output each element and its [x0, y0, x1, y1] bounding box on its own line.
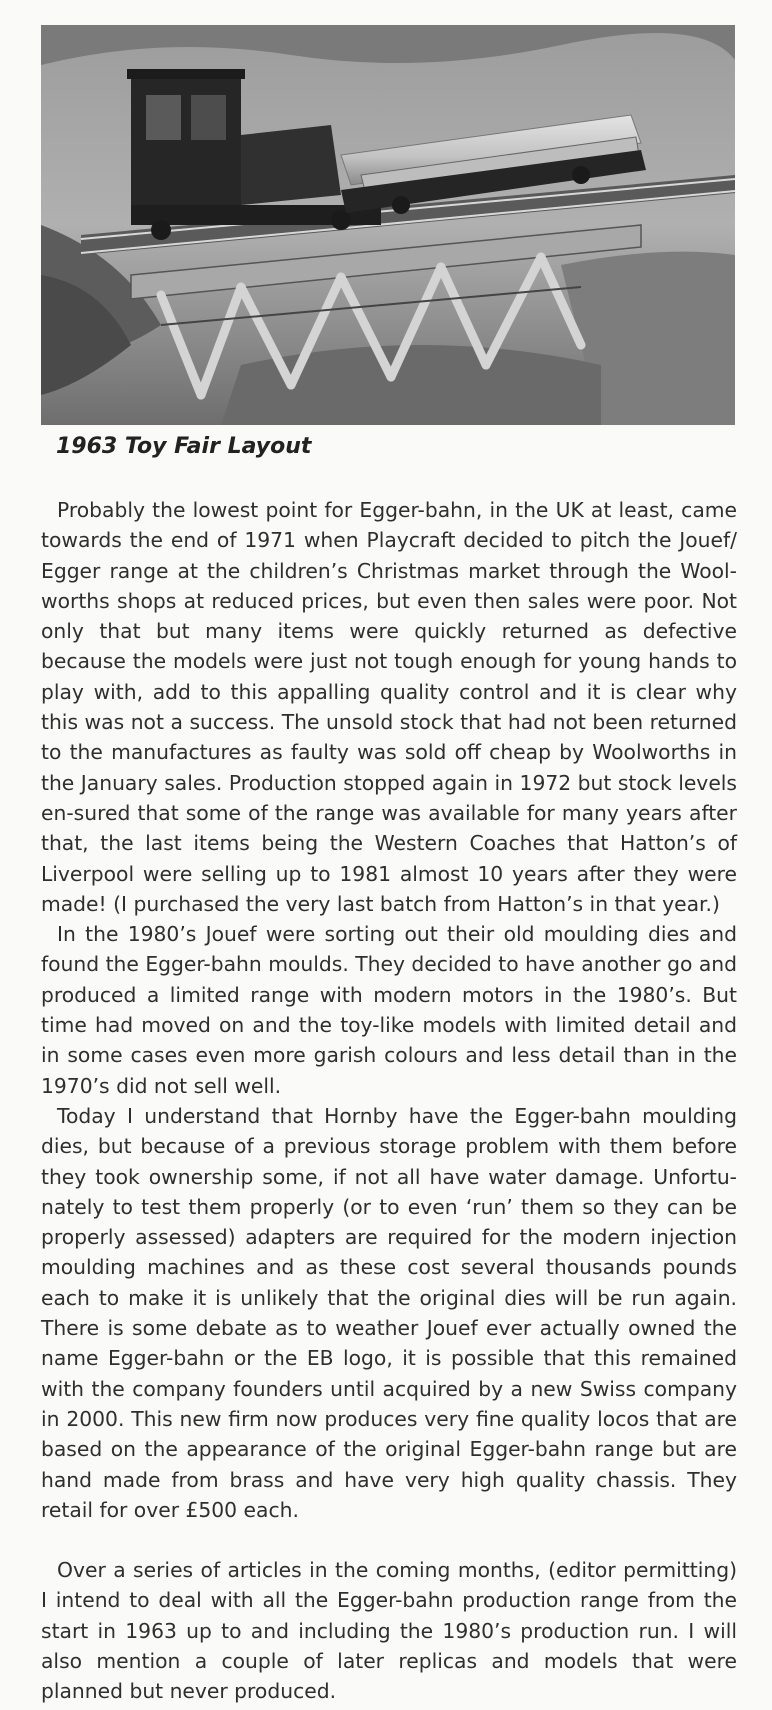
photo-illustration	[41, 25, 735, 425]
article-body	[41, 495, 737, 1707]
article-paragraph: Probably the lowest point for Egger-bahn, in the UK at least, came towards the end of 1971 when Playcraft decided to pitch the Jouef/ Egger range at the children’s Christmas market through the Wool-worths shops at reduced prices, but even then sales were poor. Not only that but many items were quickly returned as defective because the models were just not tough enough for young hands to play with, add to this appalling quality control and it is clear why this was not a success. The unsold stock that had not been returned to the manufactures as faulty was sold off cheap by Woolworths in the January sales. Production stopped again in 1972 but stock levels en-sured that some of the range was available for many years after that, the last items being the Western Coaches that Hatton’s of Liverpool were selling up to 1981 almost 10 years after they were made! (I purchased the very last batch from Hatton’s in that year.)	[41, 498, 737, 916]
layout-photo	[41, 25, 735, 425]
article-paragraph: Over a series of articles in the coming months, (editor permitting) I intend to deal with all the Egger-bahn production range from the start in 1963 up to and including the 1980’s production run. I will also mention a couple of later replicas and models that were planned but never produced.	[41, 1558, 737, 1704]
photo-caption: 1963 Toy Fair Layout	[56, 434, 312, 459]
article-paragraph: In the 1980’s Jouef were sorting out their old moulding dies and found the Egger-bahn moulds. They decided to have another go and produced a limited range with modern motors in the 1980’s. But time had moved on and the toy-like models with limited detail and in some cases even more garish colours and less detail than in the 1970’s did not sell well.	[41, 922, 737, 1098]
article-paragraph: Today I understand that Hornby have the Egger-bahn moulding dies, but because of a previous storage problem with them before they took ownership some, if not all have water damage. Unfortu-nately to test them properly (or to even ‘run’ them so they can be properly assessed) adapters are required for the modern injection moulding machines and as these cost several thousands pounds each to make it is unlikely that the original dies will be run again. There is some debate as to weather Jouef ever actually owned the name Egger-bahn or the EB logo, it is possible that this remained with the company founders until acquired by a new Swiss company in 2000. This new firm now produces very fine quality locos that are based on the appearance of the original Egger-bahn range but are hand made from brass and have very high quality chassis. They retail for over £500 each.	[41, 1103, 737, 1522]
